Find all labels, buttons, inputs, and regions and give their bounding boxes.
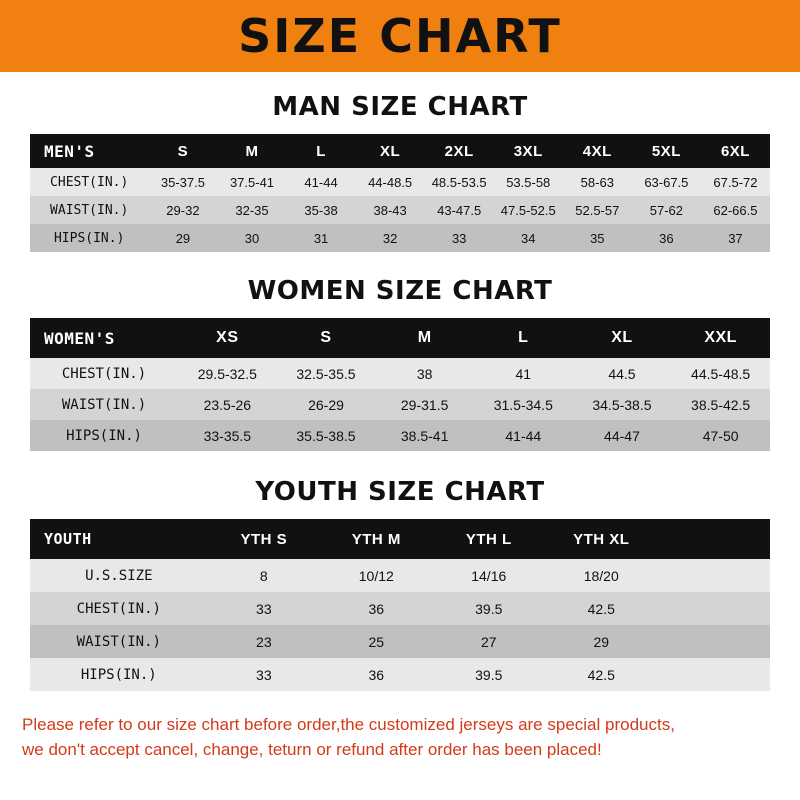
youth-cell-1-3: 42.5: [587, 600, 615, 617]
man-col-header-6: 3XL: [513, 142, 543, 160]
man-cell-0-4: 48.5-53.5: [431, 174, 487, 190]
youth-row-label-2: WAIST(IN.): [76, 633, 161, 650]
youth-cell-0-spacer: [657, 559, 770, 592]
youth-cell-3-1: 36: [368, 666, 385, 683]
table-header-row: [30, 134, 770, 168]
women-cell-1-2: 29-31.5: [400, 396, 449, 413]
women-col-header-5: XL: [611, 329, 633, 346]
man-table-wrap: [30, 134, 770, 252]
man-cell-0-5: 53.5-58: [506, 174, 551, 190]
women-cell-0-4: 44.5: [608, 365, 636, 382]
youth-table-header: [30, 519, 770, 559]
youth-cell-1-2: 39.5: [475, 600, 503, 617]
man-table-body: [30, 168, 770, 252]
women-table-body: [30, 358, 770, 451]
man-col-header-8: 5XL: [651, 142, 681, 160]
youth-col-header-0: YOUTH: [44, 530, 92, 548]
youth-cell-3-0: 33: [256, 666, 272, 683]
women-cell-0-5: 44.5-48.5: [691, 365, 751, 382]
man-cell-2-0: 29: [175, 230, 191, 246]
women-cell-0-1: 32.5-35.5: [296, 365, 356, 382]
women-row-label-0: CHEST(IN.): [61, 365, 147, 382]
youth-cell-0-3: 18/20: [583, 567, 619, 584]
man-col-header-5: 2XL: [444, 142, 474, 160]
youth-cell-1-0: 33: [256, 600, 272, 617]
women-cell-1-4: 34.5-38.5: [592, 396, 652, 413]
man-cell-1-0: 29-32: [166, 202, 200, 218]
man-col-header-7: 4XL: [582, 142, 612, 160]
man-cell-2-6: 35: [590, 230, 605, 246]
man-cell-2-8: 37: [728, 230, 743, 246]
man-col-header-9: 6XL: [720, 142, 750, 160]
table-row: [30, 389, 770, 420]
youth-col-header-3: YTH L: [465, 530, 512, 548]
man-cell-2-5: 34: [521, 230, 536, 246]
man-col-header-3: L: [316, 142, 326, 160]
youth-col-header-4: YTH XL: [573, 530, 630, 548]
youth-cell-2-2: 27: [480, 633, 497, 650]
man-cell-1-4: 43-47.5: [437, 202, 482, 218]
man-cell-1-6: 52.5-57: [575, 202, 620, 218]
women-cell-2-1: 35.5-38.5: [296, 427, 356, 444]
youth-row-label-0: U.S.SIZE: [85, 567, 153, 584]
women-cell-1-0: 23.5-26: [203, 396, 252, 413]
women-cell-2-5: 47-50: [702, 427, 739, 444]
youth-cell-1-spacer: [657, 592, 770, 625]
table-row: [30, 196, 770, 224]
table-row: [30, 625, 770, 658]
man-cell-0-7: 63-67.5: [644, 174, 689, 190]
man-cell-0-6: 58-63: [580, 174, 614, 190]
youth-table-wrap: [30, 519, 770, 691]
youth-cell-1-1: 36: [368, 600, 385, 617]
youth-cell-3-3: 42.5: [587, 666, 615, 683]
women-cell-1-5: 38.5-42.5: [691, 396, 751, 413]
women-cell-1-3: 31.5-34.5: [493, 396, 553, 413]
youth-cell-3-spacer: [657, 658, 770, 691]
table-row: [30, 592, 770, 625]
women-table-wrap: [30, 318, 770, 451]
women-cell-2-4: 44-47: [604, 427, 640, 444]
footer-note-line-2: we don't accept cancel, change, teturn or refund after order has been placed!: [22, 739, 602, 759]
youth-row-label-1: CHEST(IN.): [76, 600, 161, 617]
youth-cell-0-1: 10/12: [358, 567, 394, 584]
header-banner: [0, 0, 800, 72]
women-size-table: [30, 318, 770, 451]
man-cell-2-1: 30: [244, 230, 260, 246]
women-cell-0-2: 38: [416, 365, 433, 382]
man-size-table: [30, 134, 770, 252]
youth-cell-3-2: 39.5: [475, 666, 503, 683]
youth-cell-0-2: 14/16: [471, 567, 507, 584]
man-cell-2-3: 32: [382, 230, 398, 246]
women-cell-2-3: 41-44: [505, 427, 542, 444]
man-cell-1-7: 57-62: [649, 202, 683, 218]
man-section-title: MAN SIZE CHART: [272, 92, 528, 122]
youth-size-table: [30, 519, 770, 691]
women-col-header-0: WOMEN'S: [44, 328, 115, 348]
women-cell-0-0: 29.5-32.5: [197, 365, 257, 382]
man-col-header-2: M: [245, 142, 259, 160]
youth-col-header-2: YTH M: [351, 530, 401, 548]
women-col-header-3: M: [417, 329, 432, 346]
man-row-label-0: CHEST(IN.): [50, 174, 129, 190]
man-cell-1-1: 32-35: [235, 202, 269, 218]
man-cell-0-1: 37.5-41: [229, 174, 275, 190]
man-cell-0-0: 35-37.5: [160, 174, 205, 190]
man-cell-0-2: 41-44: [304, 174, 338, 190]
table-row: [30, 224, 770, 252]
women-section-title: WOMEN SIZE CHART: [247, 276, 553, 306]
women-col-header-1: XS: [216, 329, 239, 346]
man-cell-2-2: 31: [313, 230, 329, 246]
man-cell-1-2: 35-38: [304, 202, 338, 218]
women-col-header-4: L: [518, 329, 529, 346]
youth-cell-2-spacer: [657, 625, 770, 658]
man-row-label-1: WAIST(IN.): [50, 202, 129, 218]
women-row-label-2: HIPS(IN.): [66, 427, 142, 444]
youth-cell-2-3: 29: [593, 633, 610, 650]
man-table-header: [30, 134, 770, 168]
table-header-row: [30, 318, 770, 358]
youth-col-header-spacer: [657, 519, 770, 559]
man-cell-0-8: 67.5-72: [713, 174, 758, 190]
man-col-header-1: S: [177, 142, 189, 160]
man-col-header-0: MEN'S: [44, 141, 95, 161]
table-row: [30, 358, 770, 389]
youth-section-title: YOUTH SIZE CHART: [255, 477, 545, 507]
table-row: [30, 420, 770, 451]
women-table-header: [30, 318, 770, 358]
women-row-label-1: WAIST(IN.): [61, 396, 147, 413]
youth-row-label-3: HIPS(IN.): [80, 666, 157, 683]
man-cell-1-5: 47.5-52.5: [500, 202, 556, 218]
youth-table-body: [30, 559, 770, 691]
man-cell-0-3: 44-48.5: [368, 174, 413, 190]
women-cell-2-0: 33-35.5: [203, 427, 252, 444]
man-cell-2-4: 33: [451, 230, 467, 246]
man-cell-1-3: 38-43: [373, 202, 407, 218]
table-row: [30, 168, 770, 196]
women-col-header-2: S: [320, 329, 332, 346]
man-cell-1-8: 62-66.5: [713, 202, 758, 218]
table-row: [30, 559, 770, 592]
youth-cell-2-0: 23: [256, 633, 272, 650]
table-header-row: [30, 519, 770, 559]
youth-cell-2-1: 25: [368, 633, 385, 650]
women-cell-0-3: 41: [515, 365, 532, 382]
youth-cell-0-0: 8: [259, 567, 268, 584]
women-cell-2-2: 38.5-41: [400, 427, 449, 444]
page-title: SIZE CHART: [238, 9, 562, 63]
man-cell-2-7: 36: [659, 230, 674, 246]
man-col-header-4: XL: [380, 142, 401, 160]
footer-note-line-1: Please refer to our size chart before order,the customized jerseys are special products,: [22, 715, 675, 734]
man-row-label-2: HIPS(IN.): [53, 230, 125, 246]
women-col-header-6: XXL: [704, 329, 737, 346]
table-row: [30, 658, 770, 691]
footer-note: [22, 713, 778, 762]
women-cell-1-1: 26-29: [308, 396, 344, 413]
youth-col-header-1: YTH S: [240, 530, 288, 548]
